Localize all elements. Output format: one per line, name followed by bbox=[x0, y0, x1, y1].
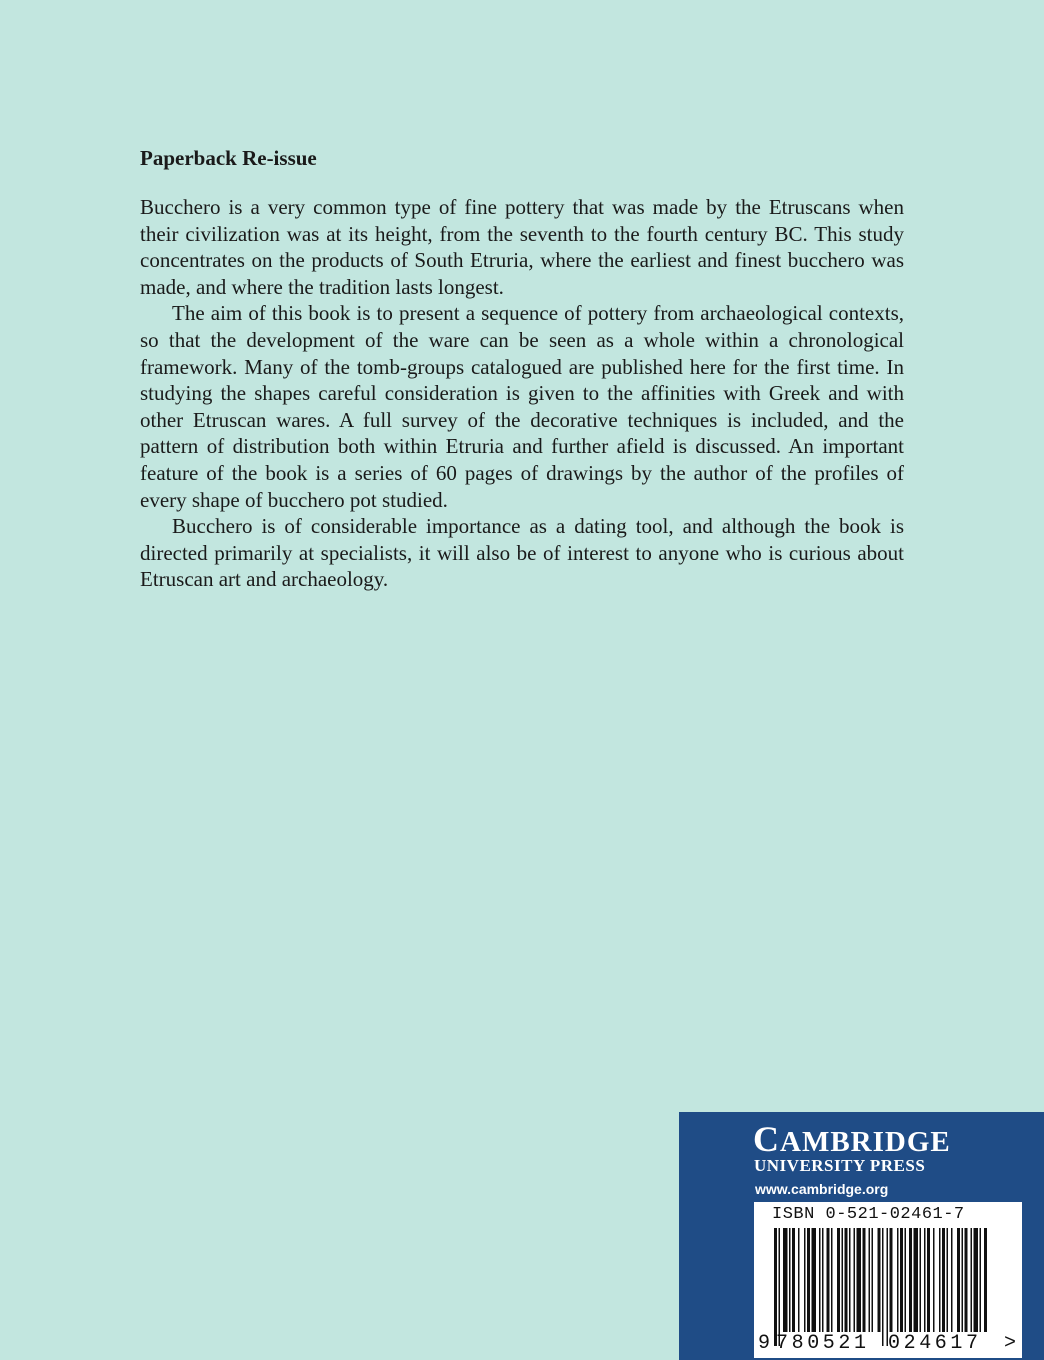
barcode-bar bbox=[822, 1228, 824, 1332]
barcode-bar bbox=[869, 1228, 871, 1332]
barcode-bar bbox=[914, 1228, 919, 1332]
barcode-bar bbox=[942, 1228, 945, 1332]
barcode-bar bbox=[951, 1228, 953, 1332]
barcode-bar bbox=[974, 1228, 979, 1332]
publisher-panel bbox=[679, 1112, 1044, 1360]
barcode-bar bbox=[900, 1228, 903, 1332]
barcode-bar bbox=[933, 1228, 935, 1332]
barcode-bar bbox=[842, 1228, 844, 1332]
barcode-bar bbox=[882, 1228, 884, 1346]
ean-marker: > bbox=[1004, 1332, 1017, 1355]
ean-lead-digit: 9 bbox=[758, 1332, 771, 1355]
barcode-bar bbox=[965, 1228, 968, 1332]
barcode-bar bbox=[819, 1228, 821, 1332]
barcode-bar bbox=[804, 1228, 806, 1332]
barcode-bar bbox=[962, 1228, 964, 1332]
barcode-bar bbox=[812, 1228, 817, 1332]
barcode-bar bbox=[779, 1228, 781, 1346]
publisher-subname: UNIVERSITY PRESS bbox=[754, 1156, 926, 1175]
barcode-bar bbox=[980, 1228, 982, 1332]
publisher-name-rest: AMBRIDGE bbox=[780, 1126, 951, 1158]
isbn-label: ISBN 0-521-02461-7 bbox=[772, 1205, 965, 1224]
barcode-box bbox=[754, 1202, 1022, 1358]
barcode-bar bbox=[924, 1228, 926, 1332]
barcode-bar bbox=[887, 1228, 889, 1346]
barcode-bar bbox=[905, 1228, 907, 1332]
barcode-bar bbox=[890, 1228, 893, 1332]
section-heading: Paperback Re-issue bbox=[140, 146, 317, 170]
barcode-bar bbox=[849, 1228, 851, 1332]
barcode-bar bbox=[807, 1228, 810, 1332]
blurb-text bbox=[140, 194, 904, 593]
barcode-bar bbox=[897, 1228, 899, 1332]
blurb-paragraph: The aim of this book is to present a sequence of pottery from archaeological contexts, so that the development of the ware can be seen as a whole within a chronological framework. Many of the tomb-groups catalogued are published here for the first time. In studying the shapes careful consideration is given to the affinities with Greek and with other Etruscan wares. A full survey of the decorative techniques is included, and the pattern of distribution both within Etruria and further afield is discussed. An important feature of the book is a series of 60 pages of drawings by the author of the profiles of every shape of bucchero pot studied. bbox=[140, 301, 904, 512]
barcode-bar bbox=[927, 1228, 930, 1332]
barcode-bar bbox=[957, 1228, 960, 1332]
barcode-bar bbox=[939, 1228, 941, 1332]
barcode-bar bbox=[971, 1228, 973, 1332]
barcode-bar bbox=[984, 1228, 987, 1332]
barcode-bar bbox=[909, 1228, 912, 1332]
barcode-bar bbox=[827, 1228, 830, 1332]
blurb-paragraph: Bucchero is a very common type of fine pottery that was made by the Etruscans when their civilization was at its height, from the seventh to the fourth century BC. This study concentrates on the products of South Etruria, where the earliest and finest bucchero was made, and where the tradition lasts longest. bbox=[140, 195, 904, 299]
barcode-bar bbox=[878, 1228, 881, 1332]
publisher-name bbox=[753, 1121, 951, 1160]
barcode-bar bbox=[863, 1228, 866, 1332]
barcode-bar bbox=[774, 1228, 777, 1346]
blurb-paragraph: Bucchero is of considerable importance as a dating tool, and although the book is directed primarily at specialists, it will also be of interest to anyone who is curious about Etruscan art and archaeology. bbox=[140, 514, 904, 592]
barcode-bar bbox=[792, 1228, 795, 1332]
barcode-bar bbox=[798, 1228, 800, 1332]
barcode-bar bbox=[845, 1228, 848, 1332]
ean-group-left: 780521 bbox=[776, 1332, 870, 1355]
barcode-bar bbox=[837, 1228, 840, 1332]
publisher-name-initial: C bbox=[753, 1119, 780, 1159]
barcode-bar bbox=[783, 1228, 788, 1332]
ean-group-right: 024617 bbox=[888, 1332, 982, 1355]
barcode-bar bbox=[920, 1228, 922, 1332]
barcode-bar bbox=[789, 1228, 791, 1332]
barcode-bar bbox=[831, 1228, 833, 1332]
barcode-bar bbox=[854, 1228, 856, 1332]
barcode-bar bbox=[947, 1228, 949, 1332]
barcode-bar bbox=[872, 1228, 874, 1332]
publisher-url: www.cambridge.org bbox=[755, 1181, 889, 1197]
barcode-bar bbox=[857, 1228, 862, 1332]
